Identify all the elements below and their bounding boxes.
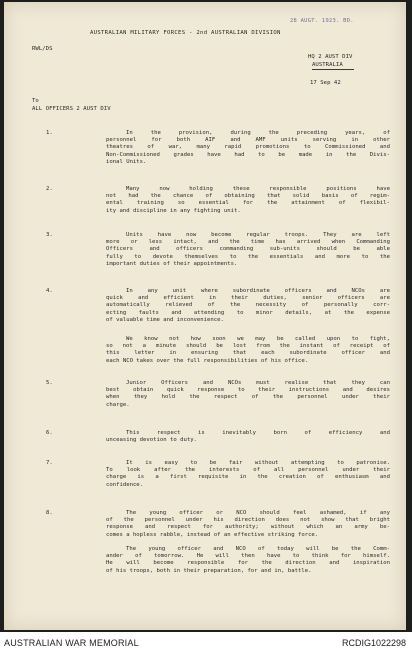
paragraph-line: Units have now become regular troops. They are left (126, 232, 390, 238)
paragraph-line: He will become responsible for the direction and inspiration (106, 560, 390, 567)
paragraph (106, 380, 390, 409)
paragraph-line: this letter in ensuring that each subordinate officer and (106, 350, 390, 357)
reference-code: RWL/DS (32, 46, 53, 52)
hq-underline (312, 69, 354, 70)
paragraph (106, 288, 390, 324)
paragraph-line: when they hold the respect of the personnel under their (106, 394, 390, 401)
paragraph-line: so not a minute should be lost from the instant of receipt of (106, 343, 390, 350)
document-heading: AUSTRALIAN MILITARY FORCES - 2nd AUSTRALIAN DIVISION (90, 30, 281, 36)
paragraph-number: 6. (46, 430, 53, 436)
paragraph-line: quick and efficient in their duties, senior officers are (106, 295, 390, 302)
paragraph-line: personnel for both AIF and AMF units serving in other (106, 137, 390, 144)
paragraph-line: theatres of war, many rapid promotions to Commissioned and (106, 144, 390, 151)
paragraph-number: 7. (46, 460, 53, 466)
paragraph-line: of valuable time and inconvenience. (106, 316, 224, 323)
paragraph-line: In the provision, during the preceding years, of (126, 130, 390, 136)
paragraph-line: Officers and officers commanding sub-units should be able (106, 246, 390, 253)
document-date: 17 Sep 42 (310, 80, 341, 86)
document-page (4, 2, 406, 630)
paragraph-line: charge. (106, 401, 130, 408)
paragraph (106, 186, 390, 215)
paragraph-line: of the personnel under his direction does not show that bright (106, 517, 390, 524)
received-stamp: 28 AUGT. 1923. BD. (290, 18, 354, 24)
paragraph-line: confidence. (106, 481, 144, 488)
paragraph-line: automatically relieved of the necessity of personally corr- (106, 302, 390, 309)
paragraph (106, 510, 390, 539)
paragraph-line: best obtain quick response to their instructions and desires (106, 387, 390, 394)
paragraph-line: of his troops, both in their preparation, for and in, battle. (106, 567, 312, 574)
paragraph-line: important duties of their appointments. (106, 260, 238, 267)
paragraph-line: ional Units. (106, 158, 147, 165)
archive-name: AUSTRALIAN WAR MEMORIAL (4, 638, 139, 648)
paragraph-line: Non-Commissioned grades have had to be made in the Divis- (106, 151, 390, 158)
paragraph-line: The young officer and NCO of today will be the Comm- (126, 546, 390, 552)
paragraph-line: ental training so essential for the attainment of flexibil- (106, 200, 390, 207)
paragraph-line: The young officer or NCO should feel ashamed, if any (126, 510, 390, 516)
hq-line-2: AUSTRALIA (312, 62, 343, 68)
paragraph-line: ity and discipline in any fighting unit. (106, 207, 241, 214)
paragraph-line: response and respect for authority; without which an army be- (106, 524, 390, 531)
paragraph (106, 460, 390, 489)
paragraph-number: 8. (46, 510, 53, 516)
paragraph-line: Junior Officers and NCOs must realise that they can (126, 380, 390, 386)
paragraph-number: 4. (46, 288, 53, 294)
paragraph-line: ecting faults and attending to minor details, at the expense (106, 309, 390, 316)
paragraph-line: comes a hopless rabble, instead of an effective striking force. (106, 531, 319, 538)
paragraph-number: 5. (46, 380, 53, 386)
paragraph (106, 430, 390, 444)
paragraph-number: 2. (46, 186, 53, 192)
paragraph-line: To look after the interests of all personnel under their (106, 467, 390, 474)
addressee: ALL OFFICERS 2 AUST DIV (32, 106, 111, 112)
archive-id: RCDIG1022298 (341, 638, 406, 648)
paragraph-line: This respect is inevitably born of efficiency and (126, 430, 390, 436)
paragraph (106, 232, 390, 268)
paragraph (106, 130, 390, 166)
paragraph (106, 546, 390, 575)
paragraph-line: not had the chance of obtaining that solid basis of regim- (106, 193, 390, 200)
paragraph-number: 3. (46, 232, 53, 238)
paragraph-line: ander of tomorrow. He will then have to think for himself. (106, 553, 390, 560)
hq-line-1: HQ 2 AUST DIV (308, 54, 353, 60)
paragraph-line: fully to devote themselves to the essentials and more to the (106, 253, 390, 260)
paragraph-line: We know not how soon we may be called upon to fight, (126, 336, 390, 342)
paragraph-line: charge is a first requisite in the creation of enthusiasm and (106, 474, 390, 481)
paragraph-number: 1. (46, 130, 53, 136)
paragraph-line: It is easy to be fair without attempting to patronise. (126, 460, 390, 466)
to-label: To (32, 98, 39, 104)
paragraph-line: Many now holding these responsible positions have (126, 186, 390, 192)
archive-footer (0, 632, 412, 654)
paragraph (106, 336, 390, 365)
paragraph-line: more or less intact, and the time has arrived when Commanding (106, 239, 390, 246)
paragraph-line: In any unit where subordinate officers and NCOs are (126, 288, 390, 294)
paragraph-line: unceasing devotion to duty. (106, 437, 197, 444)
paragraph-line: each NCO takes over the full responsibilities of his office. (106, 357, 309, 364)
